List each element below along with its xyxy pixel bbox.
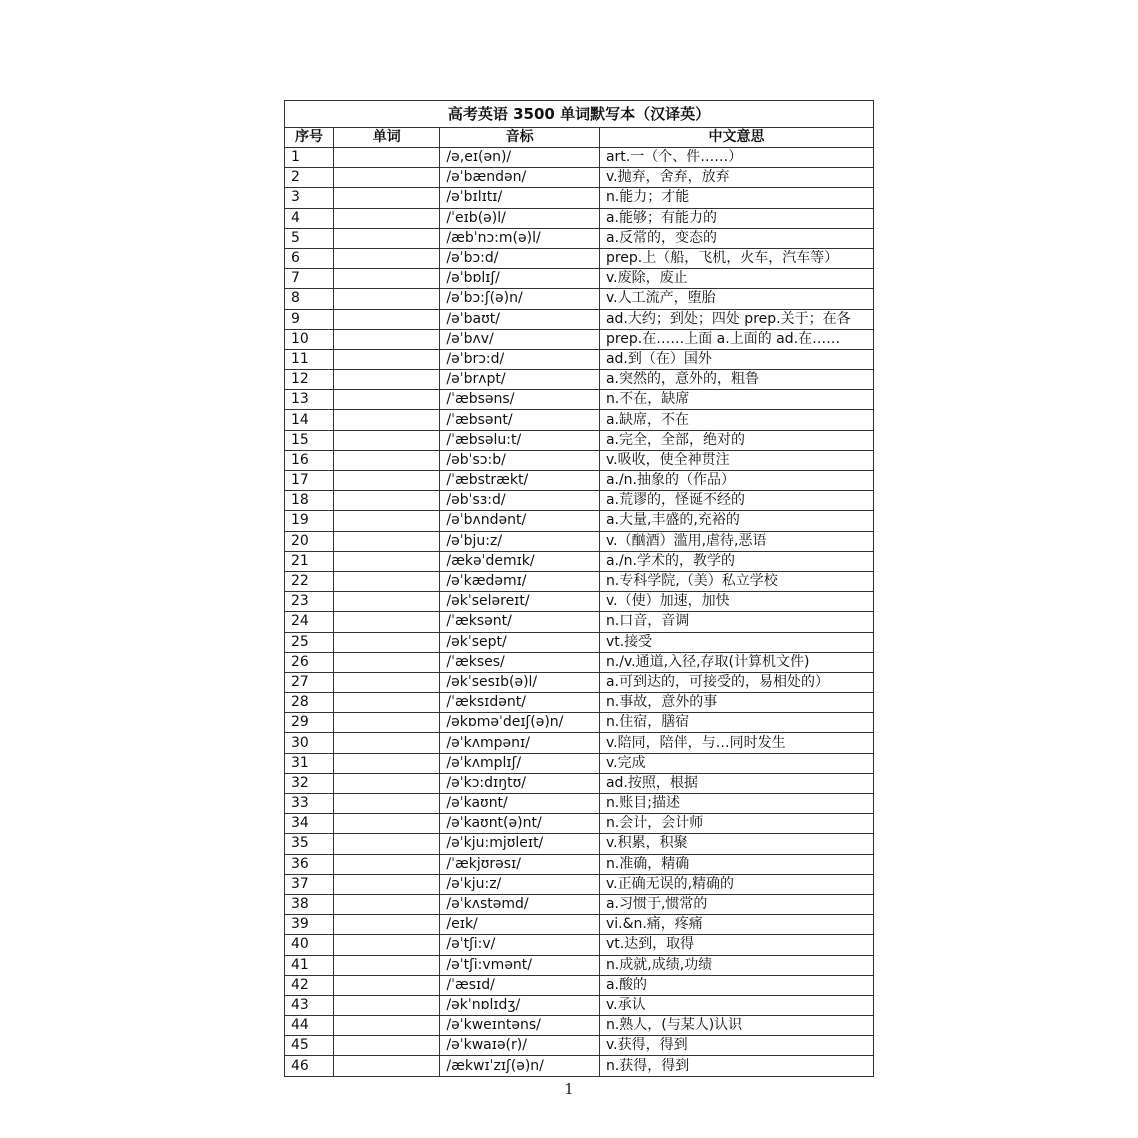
- meaning-cell: prep.上（船，飞机，火车，汽车等）: [599, 248, 873, 268]
- phonetic-cell: /ˈæksənt/: [440, 612, 600, 632]
- table-row: [285, 753, 874, 773]
- table-row: [285, 511, 874, 531]
- row-number: 34: [285, 814, 334, 834]
- word-blank: [334, 491, 440, 511]
- row-number: 12: [285, 370, 334, 390]
- table-row: [285, 531, 874, 551]
- meaning-cell: a.酸的: [599, 975, 873, 995]
- table-row: [285, 208, 874, 228]
- phonetic-cell: /ækəˈdemɪk/: [440, 551, 600, 571]
- word-blank: [334, 814, 440, 834]
- table-row: [285, 551, 874, 571]
- meaning-cell: n.事故，意外的事: [599, 693, 873, 713]
- phonetic-cell: /eɪk/: [440, 915, 600, 935]
- header-number: 序号: [285, 128, 334, 148]
- row-number: 32: [285, 773, 334, 793]
- word-blank: [334, 531, 440, 551]
- meaning-cell: n.熟人，(与某人)认识: [599, 1016, 873, 1036]
- word-blank: [334, 309, 440, 329]
- row-number: 28: [285, 693, 334, 713]
- word-blank: [334, 733, 440, 753]
- phonetic-cell: /əˈkju:mjʊleɪt/: [440, 834, 600, 854]
- table-row: [285, 834, 874, 854]
- word-blank: [334, 390, 440, 410]
- meaning-cell: vi.&n.痛，疼痛: [599, 915, 873, 935]
- word-blank: [334, 995, 440, 1015]
- vocabulary-table: [284, 100, 874, 1077]
- table-row: [285, 773, 874, 793]
- word-blank: [334, 248, 440, 268]
- row-number: 39: [285, 915, 334, 935]
- row-number: 33: [285, 794, 334, 814]
- title-row: [285, 101, 874, 128]
- row-number: 26: [285, 652, 334, 672]
- row-number: 13: [285, 390, 334, 410]
- meaning-cell: a.能够；有能力的: [599, 208, 873, 228]
- meaning-cell: art.一（个、件……）: [599, 148, 873, 168]
- word-blank: [334, 269, 440, 289]
- phonetic-cell: /ˈæbsənt/: [440, 410, 600, 430]
- meaning-cell: n.住宿，膳宿: [599, 713, 873, 733]
- meaning-cell: v.陪同，陪伴，与…同时发生: [599, 733, 873, 753]
- meaning-cell: v.承认: [599, 995, 873, 1015]
- table-row: [285, 592, 874, 612]
- table-row: [285, 148, 874, 168]
- row-number: 10: [285, 329, 334, 349]
- row-number: 42: [285, 975, 334, 995]
- meaning-cell: ad.到（在）国外: [599, 349, 873, 369]
- phonetic-cell: /ˈækses/: [440, 652, 600, 672]
- word-blank: [334, 894, 440, 914]
- meaning-cell: n.准确，精确: [599, 854, 873, 874]
- table-row: [285, 450, 874, 470]
- phonetic-cell: /əkɒməˈdeɪʃ(ə)n/: [440, 713, 600, 733]
- table-row: [285, 894, 874, 914]
- phonetic-cell: /əˈkɔ:dɪŋtʊ/: [440, 773, 600, 793]
- word-blank: [334, 693, 440, 713]
- row-number: 8: [285, 289, 334, 309]
- row-number: 14: [285, 410, 334, 430]
- header-word: 单词: [334, 128, 440, 148]
- row-number: 36: [285, 854, 334, 874]
- phonetic-cell: /əˈbɪlɪtɪ/: [440, 188, 600, 208]
- word-blank: [334, 794, 440, 814]
- row-number: 41: [285, 955, 334, 975]
- table-row: [285, 794, 874, 814]
- phonetic-cell: /əˈkʌstəmd/: [440, 894, 600, 914]
- meaning-cell: n.专科学院,（美）私立学校: [599, 571, 873, 591]
- meaning-cell: v.（酗酒）滥用,虐待,恶语: [599, 531, 873, 551]
- row-number: 2: [285, 168, 334, 188]
- meaning-cell: n.会计，会计师: [599, 814, 873, 834]
- meaning-cell: vt.接受: [599, 632, 873, 652]
- phonetic-cell: /ækwɪˈzɪʃ(ə)n/: [440, 1056, 600, 1076]
- word-blank: [334, 1036, 440, 1056]
- phonetic-cell: /ə,eɪ(ən)/: [440, 148, 600, 168]
- phonetic-cell: /əkˈnɒlɪdʒ/: [440, 995, 600, 1015]
- phonetic-cell: /əkˈsept/: [440, 632, 600, 652]
- table-row: [285, 491, 874, 511]
- meaning-cell: a.荒谬的，怪诞不经的: [599, 491, 873, 511]
- meaning-cell: v.废除，废止: [599, 269, 873, 289]
- word-blank: [334, 834, 440, 854]
- meaning-cell: vt.达到，取得: [599, 935, 873, 955]
- row-number: 17: [285, 471, 334, 491]
- row-number: 4: [285, 208, 334, 228]
- row-number: 46: [285, 1056, 334, 1076]
- table-row: [285, 713, 874, 733]
- phonetic-cell: /əbˈsɜ:d/: [440, 491, 600, 511]
- word-blank: [334, 208, 440, 228]
- meaning-cell: n.不在，缺席: [599, 390, 873, 410]
- word-blank: [334, 289, 440, 309]
- row-number: 40: [285, 935, 334, 955]
- word-blank: [334, 410, 440, 430]
- phonetic-cell: /ˈeɪb(ə)l/: [440, 208, 600, 228]
- table-row: [285, 975, 874, 995]
- meaning-cell: v.人工流产，堕胎: [599, 289, 873, 309]
- meaning-cell: ad.大约；到处；四处 prep.关于；在各: [599, 309, 873, 329]
- row-number: 16: [285, 450, 334, 470]
- meaning-cell: a.大量,丰盛的,充裕的: [599, 511, 873, 531]
- table-row: [285, 269, 874, 289]
- phonetic-cell: /əkˈseləreɪt/: [440, 592, 600, 612]
- meaning-cell: a.完全，全部，绝对的: [599, 430, 873, 450]
- row-number: 3: [285, 188, 334, 208]
- phonetic-cell: /ˈæksɪdənt/: [440, 693, 600, 713]
- meaning-cell: n.能力；才能: [599, 188, 873, 208]
- page-number: 1: [564, 1080, 574, 1098]
- row-number: 31: [285, 753, 334, 773]
- meaning-cell: prep.在……上面 a.上面的 ad.在……: [599, 329, 873, 349]
- word-blank: [334, 450, 440, 470]
- row-number: 6: [285, 248, 334, 268]
- table-row: [285, 471, 874, 491]
- header-row: [285, 128, 874, 148]
- table-row: [285, 733, 874, 753]
- meaning-cell: v.获得，得到: [599, 1036, 873, 1056]
- row-number: 18: [285, 491, 334, 511]
- phonetic-cell: /əˈtʃi:v/: [440, 935, 600, 955]
- phonetic-cell: /əˈbʌv/: [440, 329, 600, 349]
- table-row: [285, 854, 874, 874]
- row-number: 22: [285, 571, 334, 591]
- table-row: [285, 329, 874, 349]
- word-blank: [334, 672, 440, 692]
- row-number: 15: [285, 430, 334, 450]
- row-number: 38: [285, 894, 334, 914]
- meaning-cell: v.完成: [599, 753, 873, 773]
- meaning-cell: n.账目;描述: [599, 794, 873, 814]
- meaning-cell: v.抛弃，舍弃，放弃: [599, 168, 873, 188]
- phonetic-cell: /ˈæbsəns/: [440, 390, 600, 410]
- table-row: [285, 814, 874, 834]
- table-row: [285, 652, 874, 672]
- meaning-cell: n.获得，得到: [599, 1056, 873, 1076]
- phonetic-cell: /əˈtʃi:vmənt/: [440, 955, 600, 975]
- row-number: 1: [285, 148, 334, 168]
- row-number: 27: [285, 672, 334, 692]
- row-number: 43: [285, 995, 334, 1015]
- word-blank: [334, 753, 440, 773]
- phonetic-cell: /əˈkwaɪə(r)/: [440, 1036, 600, 1056]
- table-row: [285, 571, 874, 591]
- meaning-cell: v.积累，积聚: [599, 834, 873, 854]
- row-number: 5: [285, 228, 334, 248]
- table-row: [285, 289, 874, 309]
- word-blank: [334, 329, 440, 349]
- phonetic-cell: /əˈbrɔ:d/: [440, 349, 600, 369]
- row-number: 25: [285, 632, 334, 652]
- phonetic-cell: /əbˈsɔ:b/: [440, 450, 600, 470]
- meaning-cell: v.正确无误的,精确的: [599, 874, 873, 894]
- word-blank: [334, 612, 440, 632]
- phonetic-cell: /əˈkaʊnt/: [440, 794, 600, 814]
- row-number: 7: [285, 269, 334, 289]
- word-blank: [334, 854, 440, 874]
- word-blank: [334, 551, 440, 571]
- row-number: 29: [285, 713, 334, 733]
- word-blank: [334, 430, 440, 450]
- meaning-cell: v.（使）加速，加快: [599, 592, 873, 612]
- row-number: 45: [285, 1036, 334, 1056]
- phonetic-cell: /əˈbɒlɪʃ/: [440, 269, 600, 289]
- table-row: [285, 228, 874, 248]
- word-blank: [334, 773, 440, 793]
- table-row: [285, 1056, 874, 1076]
- word-blank: [334, 188, 440, 208]
- table-row: [285, 874, 874, 894]
- table-row: [285, 248, 874, 268]
- meaning-cell: a.突然的，意外的，粗鲁: [599, 370, 873, 390]
- header-meaning: 中文意思: [599, 128, 873, 148]
- word-blank: [334, 632, 440, 652]
- phonetic-cell: /æbˈnɔ:m(ə)l/: [440, 228, 600, 248]
- row-number: 21: [285, 551, 334, 571]
- vocabulary-rows: [285, 148, 874, 1077]
- row-number: 19: [285, 511, 334, 531]
- table-row: [285, 370, 874, 390]
- word-blank: [334, 370, 440, 390]
- word-blank: [334, 874, 440, 894]
- phonetic-cell: /ˈæsɪd/: [440, 975, 600, 995]
- table-row: [285, 955, 874, 975]
- row-number: 35: [285, 834, 334, 854]
- word-blank: [334, 1056, 440, 1076]
- phonetic-cell: /əˈkaʊnt(ə)nt/: [440, 814, 600, 834]
- table-row: [285, 168, 874, 188]
- row-number: 37: [285, 874, 334, 894]
- worksheet-title: 高考英语 3500 单词默写本（汉译英）: [285, 101, 874, 128]
- phonetic-cell: /əˈbɔ:ʃ(ə)n/: [440, 289, 600, 309]
- meaning-cell: v.吸收，使全神贯注: [599, 450, 873, 470]
- word-blank: [334, 1016, 440, 1036]
- table-row: [285, 430, 874, 450]
- phonetic-cell: /əˈbændən/: [440, 168, 600, 188]
- row-number: 44: [285, 1016, 334, 1036]
- table-row: [285, 632, 874, 652]
- table-row: [285, 995, 874, 1015]
- phonetic-cell: /əˈbrʌpt/: [440, 370, 600, 390]
- word-blank: [334, 915, 440, 935]
- word-blank: [334, 652, 440, 672]
- word-blank: [334, 592, 440, 612]
- row-number: 30: [285, 733, 334, 753]
- phonetic-cell: /ˈækjʊrəsɪ/: [440, 854, 600, 874]
- table-row: [285, 1016, 874, 1036]
- word-blank: [334, 148, 440, 168]
- word-blank: [334, 975, 440, 995]
- table-row: [285, 935, 874, 955]
- table-row: [285, 349, 874, 369]
- table-row: [285, 612, 874, 632]
- table-row: [285, 693, 874, 713]
- meaning-cell: a.缺席，不在: [599, 410, 873, 430]
- word-blank: [334, 471, 440, 491]
- table-row: [285, 915, 874, 935]
- meaning-cell: n.成就,成绩,功绩: [599, 955, 873, 975]
- phonetic-cell: /əˈbaʊt/: [440, 309, 600, 329]
- table-row: [285, 309, 874, 329]
- table-row: [285, 1036, 874, 1056]
- table-row: [285, 390, 874, 410]
- phonetic-cell: /əˈkʌmplɪʃ/: [440, 753, 600, 773]
- meaning-cell: a.反常的，变态的: [599, 228, 873, 248]
- row-number: 23: [285, 592, 334, 612]
- phonetic-cell: /əˈkju:z/: [440, 874, 600, 894]
- phonetic-cell: /ˈæbstrækt/: [440, 471, 600, 491]
- word-blank: [334, 571, 440, 591]
- word-blank: [334, 935, 440, 955]
- phonetic-cell: /əˈbʌndənt/: [440, 511, 600, 531]
- word-blank: [334, 228, 440, 248]
- row-number: 24: [285, 612, 334, 632]
- phonetic-cell: /əˈbɔ:d/: [440, 248, 600, 268]
- word-blank: [334, 168, 440, 188]
- word-blank: [334, 713, 440, 733]
- meaning-cell: a./n.学术的，教学的: [599, 551, 873, 571]
- vocabulary-worksheet: [284, 100, 874, 1077]
- row-number: 9: [285, 309, 334, 329]
- table-row: [285, 188, 874, 208]
- meaning-cell: n./v.通道,入径,存取(计算机文件): [599, 652, 873, 672]
- phonetic-cell: /əˈkweɪntəns/: [440, 1016, 600, 1036]
- meaning-cell: a.习惯于,惯常的: [599, 894, 873, 914]
- meaning-cell: ad.按照，根据: [599, 773, 873, 793]
- phonetic-cell: /ˈæbsəlu:t/: [440, 430, 600, 450]
- row-number: 11: [285, 349, 334, 369]
- meaning-cell: a.可到达的，可接受的，易相处的）: [599, 672, 873, 692]
- meaning-cell: a./n.抽象的（作品）: [599, 471, 873, 491]
- header-phonetic: 音标: [440, 128, 600, 148]
- word-blank: [334, 349, 440, 369]
- word-blank: [334, 511, 440, 531]
- phonetic-cell: /əˈkædəmɪ/: [440, 571, 600, 591]
- meaning-cell: n.口音，音调: [599, 612, 873, 632]
- table-row: [285, 410, 874, 430]
- word-blank: [334, 955, 440, 975]
- phonetic-cell: /əˈkʌmpənɪ/: [440, 733, 600, 753]
- phonetic-cell: /əˈbju:z/: [440, 531, 600, 551]
- phonetic-cell: /əkˈsesɪb(ə)l/: [440, 672, 600, 692]
- table-row: [285, 672, 874, 692]
- row-number: 20: [285, 531, 334, 551]
